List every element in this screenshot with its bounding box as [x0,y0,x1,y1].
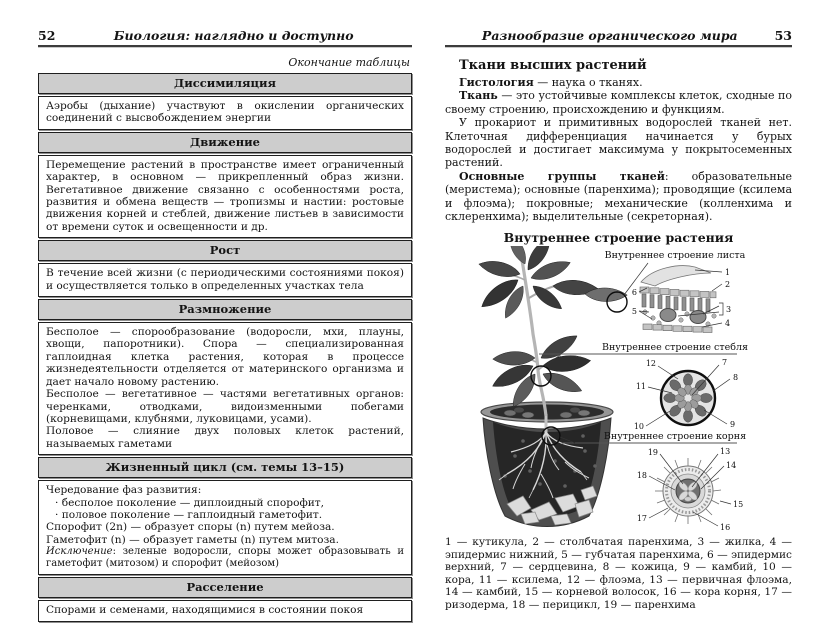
exception-text: : зеленые водоросли, споры может образовывать и гаметофит (митозом) и спорофит (мейозом) [46,546,404,570]
running-title-left: Биология: наглядно и доступно [113,28,354,43]
callout-number: 13 [720,447,731,457]
callout-number: 9 [730,420,736,430]
table-caption: Окончание таблицы [288,56,410,69]
callout-number: 12 [645,359,656,369]
callout-number: 14 [726,461,737,471]
callout-number: 5 [631,307,637,317]
callout-number: 16 [720,523,731,533]
section-body-dispersal [38,600,412,621]
paragraph-text: — это устойчивые комплексы клеток, сходные по своему строению, происхождению и функциям. [445,89,792,116]
paragraph-histology [445,76,792,89]
callout-number: 7 [722,358,728,368]
table-text: · бесполое поколение — диплоидный спорофит, [55,496,325,509]
lead-term: Гистология [459,76,534,89]
flower-pot [481,402,613,527]
paragraph-text: : образовательные (меристема); основные (паренхима); проводящие (ксилема и флоэма); покровные; механические (колленхима и склеренхима); выделительные (секреторная). [445,169,792,224]
callout-number: 3 [726,305,732,315]
lead-term: Ткань [459,89,498,103]
paragraph-text: У прокариот и примитивных водорослей тканей нет. Клеточная дифференциация начинается у бурых водорослей и достигает максимума у покрытосеменных растений. [445,116,792,170]
running-head-right [445,28,792,47]
table-text: · половое поколение — гаплоидный гаметофит. [55,508,323,521]
exception-note [46,546,404,570]
plant-figure-svg [435,246,795,534]
callout-number: 10 [633,422,644,432]
table-text: Бесполое — вегетативное — частями вегетативных органов: черенками, отводками, видоизменными побегами (корневищами, клубнями, луковицами, усами). [46,388,404,425]
section-body-growth [38,263,412,297]
root-diagram-label: Внутреннее строение корня [603,431,747,443]
figure-title: Внутреннее строение растения [503,230,734,246]
plant-stem [501,253,561,416]
callout-number: 6 [631,288,637,298]
running-title-right: Разнообразие органического мира [481,28,738,43]
section-header-dispersal: Расселение [38,577,412,598]
callout-number: 2 [725,280,731,290]
page-number-right: 53 [774,28,792,43]
plant-illustration [477,246,628,526]
running-head-left [38,28,412,47]
table-text: Спорофит (2n) — образует споры (n) путем мейоза. [46,521,335,534]
section-body-dissimilation [38,96,412,130]
callout-number: 11 [635,382,646,392]
callout-number: 1 [725,268,731,278]
paragraph-prokaryotes [445,116,792,170]
plant-structure-figure [435,246,792,534]
table-text: Аэробы (дыхание) участвуют в окислении органических соединений с высвобождением энергии [46,100,404,125]
section-header-growth: Рост [38,240,412,261]
callout-number: 4 [725,319,731,329]
paragraph-tissue [445,89,792,116]
table-text: Спорами и семенами, находящимися в состоянии покоя [46,604,364,617]
section-body-movement [38,155,412,238]
figure-legend: 1 — кутикула, 2 — столбчатая паренхима, 3 — жилка, 4 — эпидермис нижний, 5 — губчатая паренхима, 6 — эпидермис верхний, 7 — сердцевина, 8 — кожица, 9 — камбий, 10 — кора, 11 — ксилема, 12 — флоэма, 13 — первичная флоэма, 14 — камбий, 15 — корневой волосок, 16 — кора корня, 17 — ризодерма, 18 — перицикл, 19 — паренхима [445,536,792,611]
table-text: Гаметофит (n) — образует гаметы (n) путем митоза. [46,533,339,546]
lead-term: Основные группы тканей [459,169,665,183]
leaf-diagram [605,250,746,333]
section-header-life-cycle: Жизненный цикл (см. темы 13–15) [38,457,412,478]
leaves [477,246,628,408]
table-text: В течение всей жизни (с периодическими состояниями покоя) и осуществляется только в определенных участках тела [46,267,404,292]
stem-diagram-label: Внутреннее строение стебля [601,342,749,354]
section-body-life-cycle [38,480,412,575]
callout-number: 18 [636,471,647,481]
paragraph-tissue-groups [445,170,792,224]
callout-number: 19 [647,448,658,458]
callout-number: 15 [733,500,744,510]
table-text: Половое — слияние двух половых клеток растений, называемых гаметами [46,425,404,450]
section-header-dissimilation: Диссимиляция [38,73,412,94]
table-text: Чередование фаз развития: [46,484,202,497]
leaf-diagram-label: Внутреннее строение листа [604,250,746,262]
page-number-left: 52 [38,28,56,43]
section-header-movement: Движение [38,132,412,153]
exception-label: Исключение [46,546,113,558]
section-body-reproduction [38,322,412,455]
callout-number: 17 [636,514,647,524]
heading-plant-tissues: Ткани высших растений [459,58,647,73]
callout-number: 8 [733,373,739,383]
table-text: Перемещение растений в пространстве имеет ограниченный характер, в основном — прикрепленный образ жизни. Вегетативное движение связанно с особенностями роста, развития и обмена веществ — тропизмы и настии: ростовые движения корней и стеблей, движение листьев в зависимости от времени суток и освещенности и др. [46,158,404,233]
section-header-reproduction: Размножение [38,299,412,320]
paragraph-text: — наука о тканях. [533,76,643,89]
page-right [420,0,820,630]
plants-summary-table [38,73,412,622]
table-text: Бесполое — спорообразование (водоросли, мхи, плауны, хвощи, папоротники). Спора — специализированная гаплоидная клетка растения, которая в процессе жизнедеятельности отделяется от материнского организма и дает начало новому растению. [46,326,404,388]
